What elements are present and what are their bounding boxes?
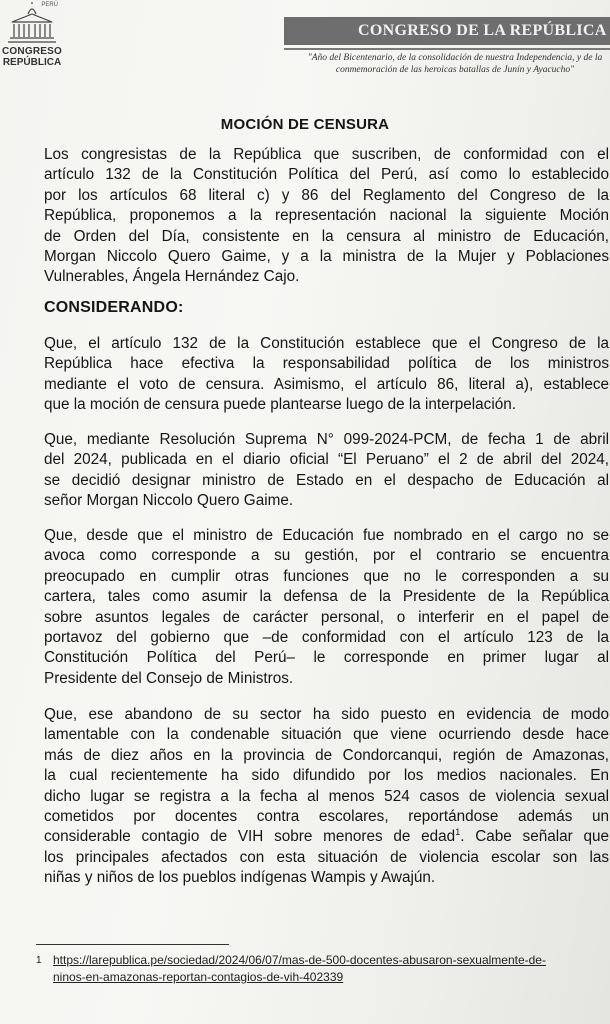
header-motto: "Año del Bicentenario, de la consolidación de nuestra Independencia, y de la conmemoración de las heroicas batallas de Junín y Ayacucho" [307, 53, 603, 75]
text-line: mediante el voto de censura. Asimismo, el artículo 86, literal a), establece [44, 375, 609, 393]
text-line: sobre asuntos legales de carácter personal, o interferir en el papel de [44, 608, 609, 626]
text-line: República, proponemos a la representación nacional la siguiente Moción [44, 207, 609, 225]
text-line: niñas y niños de los pueblos indígenas Wampis y Awajún. [44, 869, 436, 887]
text-line: por los artículos 68 literal c) y 86 del Reglamento del Congreso de la [44, 186, 609, 204]
considerando-heading: CONSIDERANDO: [44, 299, 184, 316]
text-line: República hace efectiva la responsabilidad política de los ministros [44, 355, 609, 373]
text-line: artículo 132 de la Constitución Política del Perú, así como lo establecido [44, 166, 609, 184]
header-divider [284, 48, 610, 50]
text-line: preocupado en cumplir otras funciones que no le corresponden a su [44, 567, 609, 585]
intro-paragraph [44, 145, 609, 288]
text-line: Presidente del Consejo de Ministros. [44, 669, 294, 687]
text-line: señor Morgan Niccolo Quero Gaime. [44, 492, 294, 510]
paragraph-3 [44, 526, 609, 689]
text-segment: . Cabe señalar que [460, 828, 609, 846]
text-line: Constitución Política del Perú– le corresponde en primer lugar al [44, 649, 609, 667]
paragraph-4 [44, 705, 609, 889]
footnote-divider [36, 944, 229, 945]
text-line: cartera, tales como asumir la defensa de la Presidente de la República [44, 588, 609, 606]
footnote-reference[interactable]: 1 [455, 827, 461, 838]
text-line: portavoz del gobierno que –de conformidad con el artículo 123 de la [44, 629, 609, 647]
footnote-link[interactable]: https://larepublica.pe/sociedad/2024/06/07/mas-de-500-docentes-abusaron-sexualmente-de- ninos-en-amazonas-reportan-contagios-de-vih-402339 [53, 953, 546, 984]
text-line: Que, desde que el ministro de Educación fue nombrado en el cargo no se [44, 527, 609, 544]
text-line: Los congresistas de la República que suscriben, de conformidad con el [44, 146, 609, 163]
paragraph-2 [44, 430, 609, 512]
text-line: de Orden del Día, consistente en la censura al ministro de Educación, [44, 227, 609, 245]
congress-building-icon [4, 2, 60, 46]
text-line: avoca como corresponde a su gestión, por el contrario se encuentra [44, 547, 609, 565]
header-banner: CONGRESO DE LA REPÚBLICA [284, 17, 610, 45]
text-line: cometidos por docentes contra escolares, reportándose además un [44, 808, 609, 826]
logo-caption-small: PERÚ [41, 2, 58, 8]
logo-text-congreso: CONGRESO [2, 46, 62, 57]
text-line: Que, el artículo 132 de la Constitución establece que el Congreso de la [44, 335, 609, 352]
text-line-with-footnote [44, 827, 609, 847]
text-line: Vulnerables, Ángela Hernández Cajo. [44, 268, 300, 286]
text-line: Que, ese abandono de su sector ha sido puesto en evidencia de modo [44, 706, 609, 723]
text-line: lamentable con la condenable situación que viene ocurriendo desde hace [44, 726, 609, 744]
text-segment: considerable contagio de VIH sobre menores de edad [44, 828, 456, 846]
paragraph-1 [44, 334, 609, 416]
text-line: dicho lugar se registra a la fecha al menos 524 casos de violencia sexual [44, 787, 609, 805]
text-line: Morgan Niccolo Quero Gaime, y a la ministra de la Mujer y Poblaciones [44, 248, 609, 266]
text-line: Que, mediante Resolución Suprema N° 099-2024-PCM, de fecha 1 de abril [44, 431, 609, 448]
text-line: del 2024, publicada en el diario oficial “El Peruano” el 2 de abril del 2024, [44, 451, 609, 469]
congress-logo [0, 2, 64, 88]
text-line: que la moción de censura puede plantearse luego de la interpelación. [44, 396, 516, 414]
text-line: más de diez años en la provincia de Condorcanqui, región de Amazonas, [44, 746, 609, 764]
text-line: la cual recientemente ha sido difundido por los medios nacionales. En [44, 767, 609, 785]
text-line: se decidió designar ministro de Estado en el despacho de Educación al [44, 471, 609, 489]
text-line: los principales afectados con esta situación de violencia escolar son las [44, 848, 609, 866]
footnote-number: 1 [36, 955, 42, 966]
document-title: MOCIÓN DE CENSURA [220, 116, 390, 133]
logo-text-republica: REPÚBLICA [2, 57, 62, 68]
